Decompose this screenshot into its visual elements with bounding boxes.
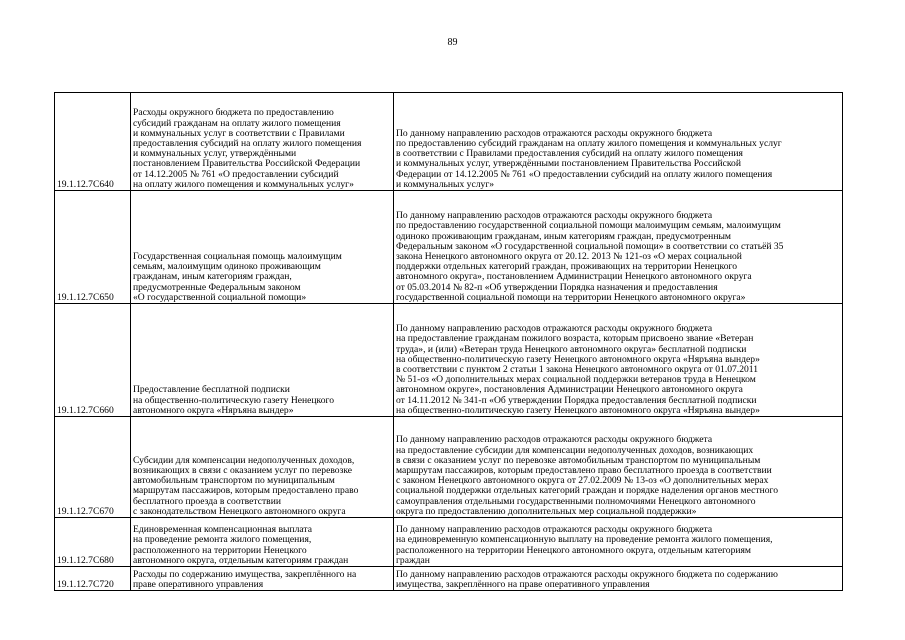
expense-name: Предоставление бесплатной подписки на общественно-политическую газету Ненецкого автономного округа «Няръяна вындер» [131, 304, 394, 417]
budget-classification-table [54, 92, 843, 591]
table-row [55, 518, 843, 567]
table-row [55, 417, 843, 518]
expense-code: 19.1.12.7С680 [55, 518, 131, 567]
expense-code: 19.1.12.7С650 [55, 191, 131, 304]
expense-name: Единовременная компенсационная выплата на проведение ремонта жилого помещения, расположенного на территории Ненецкого автономного округа, отдельным категориям граждан [131, 518, 394, 567]
table-row [55, 304, 843, 417]
expense-code: 19.1.12.7С670 [55, 417, 131, 518]
expense-description: По данному направлению расходов отражаются расходы окружного бюджета по содержанию имущества, закреплённого на праве оперативного управления [394, 567, 843, 591]
expense-name: Субсидии для компенсации недополученных доходов, возникающих в связи с оказанием услуг по перевозке автомобильным транспортом по муниципальным маршрутам пассажиров, которым предоставлено право бесплатного проезда в соответствии с законодательством Ненецкого автономного округа [131, 417, 394, 518]
expense-name: Расходы окружного бюджета по предоставлению субсидий гражданам на оплату жилого помещения и коммунальных услуг в соответствии с Правилами предоставления субсидий на оплату жилого помещения и коммунальных услуг, утверждёнными постановлением Правительства Российской Федерации от 14.12.2005 № 761 «О предоставлении субсидий на оплату жилого помещения и коммунальных услуг» [131, 93, 394, 191]
table-row [55, 567, 843, 591]
expense-code: 19.1.12.7С660 [55, 304, 131, 417]
expense-description: По данному направлению расходов отражаются расходы окружного бюджета на предоставление гражданам пожилого возраста, которым присвоено звание «Ветеран труда», и (или) «Ветеран труда Ненецкого автономного округа» бесплатной подписки на общественно-политическую газету Ненецкого автономного округа «Няръяна вындер» в соответствии с пунктом 2 статьи 1 закона Ненецкого автономного округа от 01.07.2011 № 51-оз «О дополнительных мерах социальной поддержки ветеранов труда в Ненецком автономном округе», постановления Администрации Ненецкого автономного округа от 14.11.2012 № 341-п «Об утверждении Порядка предоставления бесплатной подписки на общественно-политическую газету Ненецкого автономного округа «Няръяна вындер» [394, 304, 843, 417]
table-row [55, 191, 843, 304]
expense-name: Государственная социальная помощь малоимущим семьям, малоимущим одиноко проживающим гражданам, иным категориям граждан, предусмотренные Федеральным законом «О государственной социальной помощи» [131, 191, 394, 304]
expense-description: По данному направлению расходов отражаются расходы окружного бюджета по предоставлению государственной социальной помощи малоимущим семьям, малоимущим одиноко проживающим гражданам, иным категориям граждан, предусмотренным Федеральным законом «О государственной социальной помощи» в соответствии со статьёй 35 закона Ненецкого автономного округа от 20.12. 2013 № 121-оз «О мерах социальной поддержки отдельных категорий граждан, проживающих на территории Ненецкого автономного округа», постановлением Администрации Ненецкого автономного округа от 05.03.2014 № 82-п «Об утверждении Порядка назначения и предоставления государственной социальной помощи на территории Ненецкого автономного округа» [394, 191, 843, 304]
table-row [55, 93, 843, 191]
expense-description: По данному направлению расходов отражаются расходы окружного бюджета на предоставление субсидии для компенсации недополученных доходов, возникающих в связи с оказанием услуг по перевозке автомобильным транспортом по муниципальным маршрутам пассажиров, которым предоставлено право бесплатного проезда в соответствии с законом Ненецкого автономного округа от 27.02.2009 № 13-оз «О дополнительных мерах социальной поддержки отдельных категорий граждан и порядке наделения органов местного самоуправления отдельными государственными полномочиями Ненецкого автономного округа по предоставлению дополнительных мер социальной поддержки» [394, 417, 843, 518]
expense-code: 19.1.12.7С640 [55, 93, 131, 191]
expense-description: По данному направлению расходов отражаются расходы окружного бюджета на единовременную компенсационную выплату на проведение ремонта жилого помещения, расположенного на территории Ненецкого автономного округа, отдельным категориям граждан [394, 518, 843, 567]
page-number: 89 [447, 37, 458, 48]
expense-description: По данному направлению расходов отражаются расходы окружного бюджета по предоставлению субсидий гражданам на оплату жилого помещения и коммунальных услуг в соответствии с Правилами предоставления субсидий на оплату жилого помещения и коммунальных услуг, утверждёнными постановлением Правительства Российской Федерации от 14.12.2005 № 761 «О предоставлении субсидий на оплату жилого помещения и коммунальных услуг» [394, 93, 843, 191]
expense-name: Расходы по содержанию имущества, закреплённого на праве оперативного управления [131, 567, 394, 591]
expense-code: 19.1.12.7С720 [55, 567, 131, 591]
